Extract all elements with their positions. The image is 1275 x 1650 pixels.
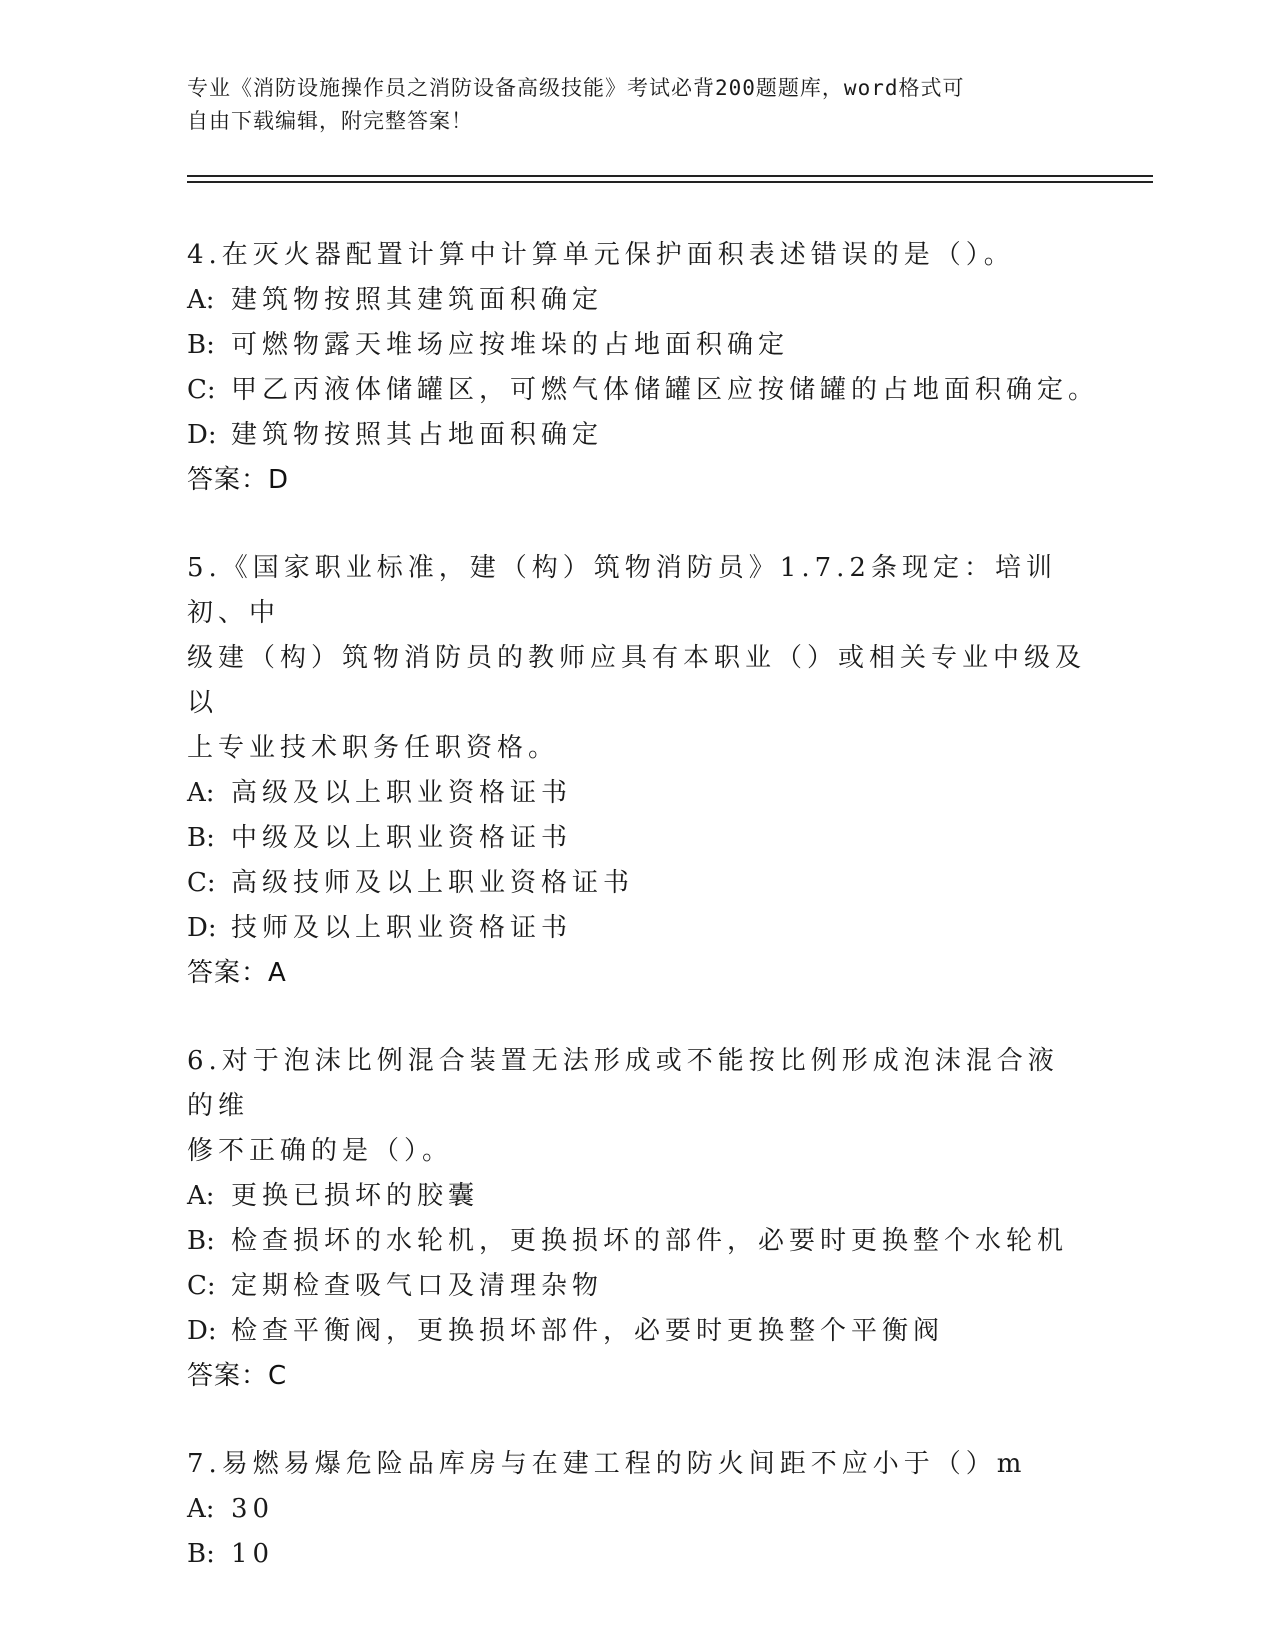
option-text: 建筑物按照其建筑面积确定 [231, 285, 604, 315]
question-stem: 6.对于泡沫比例混合装置无法形成或不能按比例形成泡沫混合液的维 [187, 1046, 1059, 1121]
header-line-1: 专业《消防设施操作员之消防设备高级技能》考试必背200题题库，word格式可 [187, 76, 965, 100]
answer-option [187, 1174, 1087, 1219]
option-letter: A: [187, 1181, 215, 1211]
option-text: 高级技师及以上职业资格证书 [231, 868, 635, 898]
answer-option [187, 816, 1087, 861]
option-letter: B: [187, 1539, 215, 1569]
answer-option [187, 413, 1087, 458]
option-text: 高级及以上职业资格证书 [231, 778, 573, 808]
option-letter: D: [187, 913, 217, 943]
question-stem: 5.《国家职业标准，建（构）筑物消防员》1.7.2条现定：培训初、中 [187, 553, 1057, 628]
option-letter: C: [187, 375, 216, 405]
question-block [187, 233, 1100, 503]
answer-option [187, 323, 1087, 368]
option-text: 检查损坏的水轮机，更换损坏的部件，必要时更换整个水轮机 [231, 1226, 1069, 1256]
option-text: 10 [231, 1539, 275, 1569]
header-divider-bottom [187, 181, 1153, 183]
answer-option [187, 1487, 1087, 1532]
option-text: 中级及以上职业资格证书 [231, 823, 573, 853]
question-block [187, 1039, 1087, 1399]
option-text: 检查平衡阀，更换损坏部件，必要时更换整个平衡阀 [231, 1316, 945, 1346]
answer-option [187, 1219, 1087, 1264]
option-text: 可燃物露天堆场应按堆垛的占地面积确定 [231, 330, 790, 360]
option-letter: A: [187, 285, 215, 315]
answer-option [187, 1532, 1087, 1577]
answer-option [187, 861, 1087, 906]
option-letter: B: [187, 823, 215, 853]
answer-option [187, 368, 1100, 413]
option-letter: B: [187, 1226, 215, 1256]
question-block [187, 1442, 1087, 1577]
answer-key: 答案：A [187, 958, 287, 988]
question-stem: 级建（构）筑物消防员的教师应具有本职业（）或相关专业中级及以 [187, 643, 1087, 718]
question-stem: 上专业技术职务任职资格。 [187, 733, 560, 763]
answer-option [187, 1264, 1087, 1309]
question-stem: 修不正确的是（）。 [187, 1136, 454, 1166]
header-divider-top [187, 175, 1153, 177]
answer-key: 答案：C [187, 1361, 288, 1391]
option-text: 定期检查吸气口及清理杂物 [231, 1271, 604, 1301]
answer-option [187, 771, 1087, 816]
answer-option [187, 1309, 1087, 1354]
question-list [187, 233, 1100, 1620]
option-text: 更换已损坏的胶囊 [231, 1181, 480, 1211]
answer-option [187, 278, 1087, 323]
answer-option [187, 906, 1087, 951]
answer-key: 答案：D [187, 465, 290, 495]
option-letter: B: [187, 330, 215, 360]
option-text: 建筑物按照其占地面积确定 [231, 420, 604, 450]
option-letter: A: [187, 1494, 215, 1524]
option-letter: C: [187, 868, 216, 898]
option-letter: D: [187, 1316, 217, 1346]
option-text: 30 [231, 1494, 275, 1524]
question-stem: 7.易燃易爆危险品库房与在建工程的防火间距不应小于（）m [187, 1449, 1027, 1479]
question-block [187, 546, 1087, 996]
header-line-2: 自由下载编辑，附完整答案！ [187, 109, 473, 133]
option-letter: A: [187, 778, 215, 808]
option-letter: D: [187, 420, 217, 450]
option-text: 技师及以上职业资格证书 [231, 913, 573, 943]
option-text: 甲乙丙液体储罐区，可燃气体储罐区应按储罐的占地面积确定。 [231, 375, 1100, 405]
option-letter: C: [187, 1271, 216, 1301]
document-header [187, 72, 1067, 138]
question-stem: 4.在灭火器配置计算中计算单元保护面积表述错误的是（）。 [187, 240, 1015, 270]
